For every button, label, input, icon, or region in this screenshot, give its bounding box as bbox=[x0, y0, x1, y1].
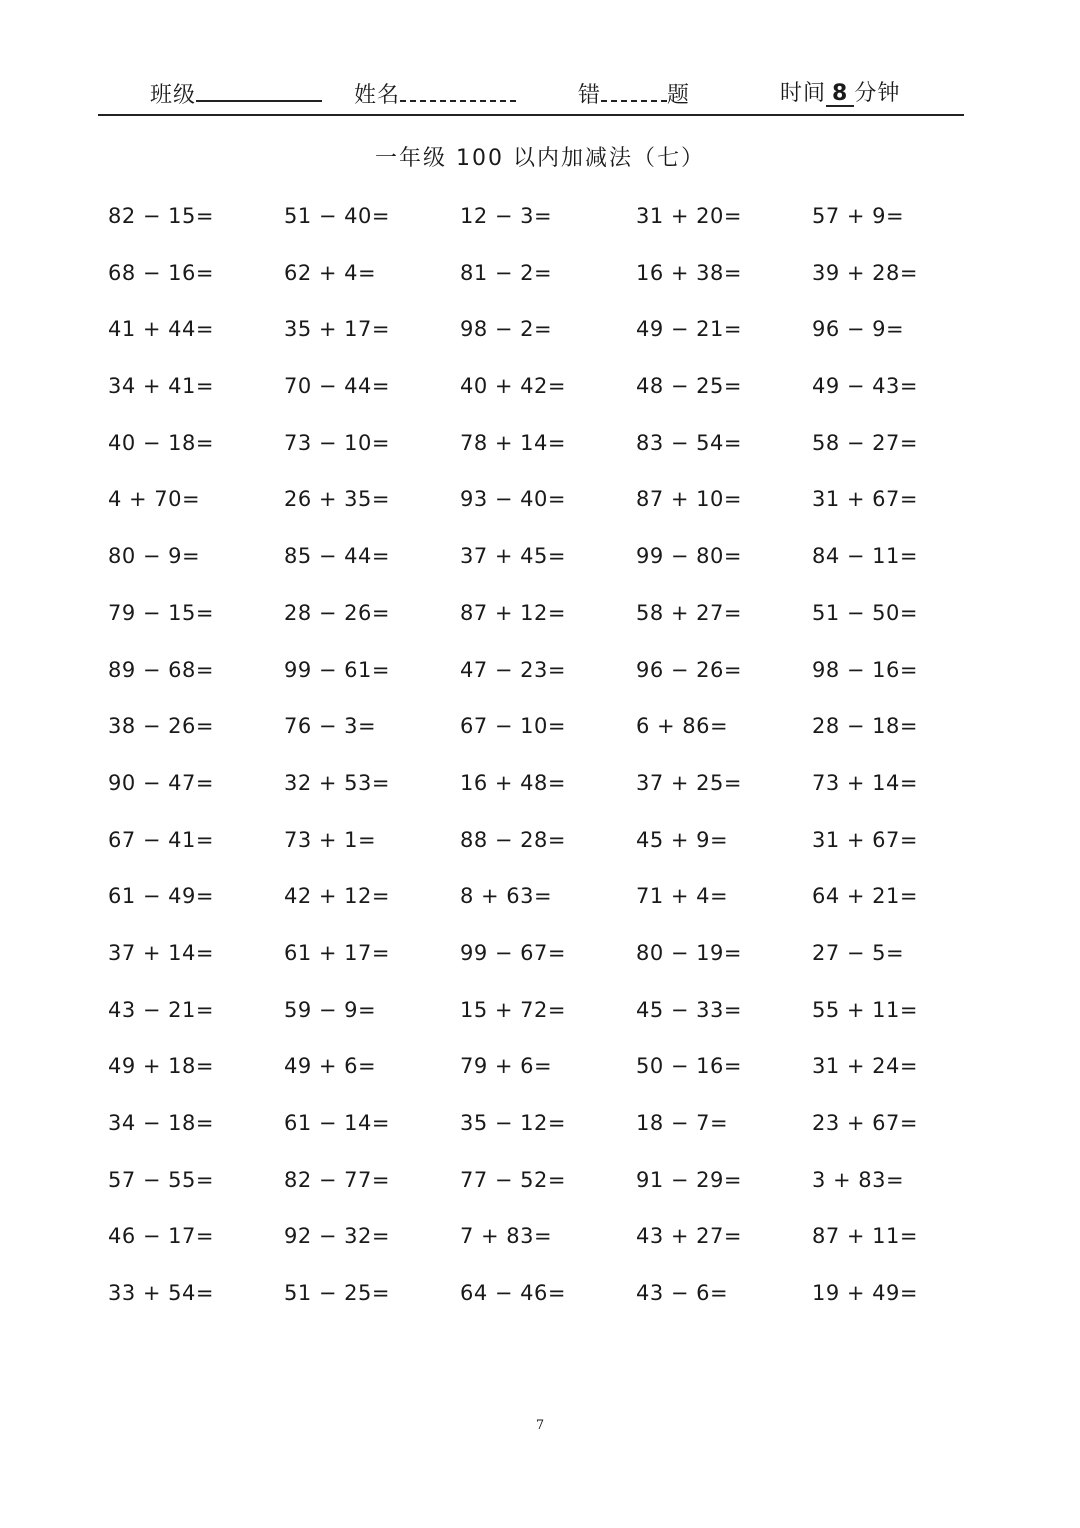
problem-item: 47 − 23= bbox=[460, 657, 566, 682]
problem-item: 85 − 44= bbox=[284, 544, 390, 569]
problem-item: 6 + 86= bbox=[636, 714, 729, 739]
problem-item: 79 + 6= bbox=[460, 1054, 553, 1079]
problem-row bbox=[108, 824, 988, 881]
problem-item: 35 + 17= bbox=[284, 317, 390, 342]
problem-item: 12 − 3= bbox=[460, 204, 553, 228]
problem-item: 92 − 32= bbox=[284, 1224, 390, 1249]
problem-item: 79 − 15= bbox=[108, 600, 214, 625]
wrong-suffix: 题 bbox=[667, 83, 691, 108]
problem-item: 34 − 18= bbox=[108, 1111, 214, 1135]
problem-item: 23 + 67= bbox=[812, 1111, 918, 1135]
problem-item: 71 + 4= bbox=[636, 884, 729, 909]
problem-item: 43 + 27= bbox=[636, 1224, 742, 1249]
problem-item: 51 − 25= bbox=[284, 1281, 390, 1306]
problem-row bbox=[108, 483, 988, 540]
problem-row bbox=[108, 994, 988, 1051]
problem-item: 43 − 21= bbox=[108, 997, 214, 1022]
time-label: 时间 bbox=[780, 81, 827, 106]
problem-item: 61 − 14= bbox=[284, 1111, 390, 1135]
problem-item: 31 + 67= bbox=[812, 487, 918, 512]
problem-item: 58 − 27= bbox=[812, 430, 918, 455]
problem-row bbox=[108, 1164, 988, 1221]
problem-item: 31 + 67= bbox=[812, 827, 918, 852]
problem-item: 61 − 49= bbox=[108, 884, 214, 909]
problem-row bbox=[108, 767, 988, 824]
problem-item: 76 − 3= bbox=[284, 714, 377, 739]
problem-item: 64 − 46= bbox=[460, 1281, 566, 1306]
problem-item: 99 − 61= bbox=[284, 657, 390, 682]
problem-row bbox=[108, 540, 988, 597]
problem-item: 77 − 52= bbox=[460, 1167, 566, 1192]
problem-item: 59 − 9= bbox=[284, 997, 377, 1022]
time-field bbox=[780, 80, 900, 108]
wrong-count-field bbox=[578, 80, 690, 110]
problem-item: 16 + 48= bbox=[460, 770, 566, 795]
problem-item: 49 − 21= bbox=[636, 317, 742, 342]
problem-item: 51 − 40= bbox=[284, 204, 390, 228]
page-number: 7 bbox=[535, 1418, 545, 1433]
problem-item: 45 + 9= bbox=[636, 827, 729, 852]
problem-item: 80 − 19= bbox=[636, 940, 742, 965]
problem-item: 51 − 50= bbox=[812, 600, 918, 625]
problem-item: 26 + 35= bbox=[284, 487, 390, 512]
problem-item: 57 + 9= bbox=[812, 204, 905, 228]
problem-item: 33 + 54= bbox=[108, 1281, 214, 1306]
class-field bbox=[150, 80, 322, 110]
problem-item: 96 − 9= bbox=[812, 317, 905, 342]
problem-row bbox=[108, 1277, 988, 1334]
name-label: 姓名 bbox=[354, 83, 401, 108]
problem-item: 87 + 10= bbox=[636, 487, 742, 512]
time-value: 8 bbox=[826, 83, 854, 107]
problem-item: 39 + 28= bbox=[812, 260, 918, 285]
problem-item: 32 + 53= bbox=[284, 770, 390, 795]
problem-item: 38 − 26= bbox=[108, 714, 214, 739]
problem-item: 87 + 12= bbox=[460, 600, 566, 625]
problem-item: 49 + 18= bbox=[108, 1054, 214, 1079]
problem-item: 67 − 41= bbox=[108, 827, 214, 852]
problem-item: 99 − 80= bbox=[636, 544, 742, 569]
problem-item: 80 − 9= bbox=[108, 544, 201, 569]
problem-item: 50 − 16= bbox=[636, 1054, 742, 1079]
problem-item: 31 + 24= bbox=[812, 1054, 918, 1079]
problem-item: 7 + 83= bbox=[460, 1224, 553, 1249]
name-field bbox=[354, 80, 516, 110]
problem-item: 57 − 55= bbox=[108, 1167, 214, 1192]
problem-row bbox=[108, 654, 988, 711]
problem-item: 40 − 18= bbox=[108, 430, 214, 455]
problem-item: 73 + 1= bbox=[284, 827, 377, 852]
problem-item: 34 + 41= bbox=[108, 374, 214, 399]
problem-item: 61 + 17= bbox=[284, 940, 390, 965]
problem-row bbox=[108, 597, 988, 654]
problem-item: 98 − 2= bbox=[460, 317, 553, 342]
problem-item: 28 − 18= bbox=[812, 714, 918, 739]
problem-item: 62 + 4= bbox=[284, 260, 377, 285]
problem-row bbox=[108, 1107, 988, 1164]
problem-item: 82 − 15= bbox=[108, 204, 214, 228]
problem-item: 82 − 77= bbox=[284, 1167, 390, 1192]
problem-item: 40 + 42= bbox=[460, 374, 566, 399]
problem-item: 78 + 14= bbox=[460, 430, 566, 455]
problem-item: 35 − 12= bbox=[460, 1111, 566, 1135]
problem-row bbox=[108, 313, 988, 370]
name-blank[interactable] bbox=[400, 80, 516, 102]
problem-item: 98 − 16= bbox=[812, 657, 918, 682]
problem-item: 27 − 5= bbox=[812, 940, 905, 965]
problem-item: 87 + 11= bbox=[812, 1224, 918, 1249]
problem-item: 90 − 47= bbox=[108, 770, 214, 795]
problem-row bbox=[108, 370, 988, 427]
problem-item: 49 + 6= bbox=[284, 1054, 377, 1079]
class-label: 班级 bbox=[150, 83, 197, 108]
problem-item: 45 − 33= bbox=[636, 997, 742, 1022]
problem-item: 96 − 26= bbox=[636, 657, 742, 682]
problem-item: 70 − 44= bbox=[284, 374, 390, 399]
problem-item: 8 + 63= bbox=[460, 884, 553, 909]
worksheet-header bbox=[98, 74, 964, 116]
problem-item: 46 − 17= bbox=[108, 1224, 214, 1249]
problem-item: 28 − 26= bbox=[284, 600, 390, 625]
problem-item: 16 + 38= bbox=[636, 260, 742, 285]
problem-item: 15 + 72= bbox=[460, 997, 566, 1022]
problem-item: 81 − 2= bbox=[460, 260, 553, 285]
problem-row bbox=[108, 200, 988, 257]
problem-row bbox=[108, 710, 988, 767]
problem-item: 48 − 25= bbox=[636, 374, 742, 399]
problem-item: 3 + 83= bbox=[812, 1167, 905, 1192]
problem-item: 19 + 49= bbox=[812, 1281, 918, 1306]
problem-item: 88 − 28= bbox=[460, 827, 566, 852]
problem-row bbox=[108, 427, 988, 484]
problem-row bbox=[108, 880, 988, 937]
problem-row bbox=[108, 257, 988, 314]
problem-item: 73 + 14= bbox=[812, 770, 918, 795]
problem-item: 89 − 68= bbox=[108, 657, 214, 682]
class-blank[interactable] bbox=[196, 80, 322, 102]
problem-item: 18 − 7= bbox=[636, 1111, 729, 1135]
wrong-count-blank[interactable] bbox=[601, 80, 667, 102]
problem-item: 84 − 11= bbox=[812, 544, 918, 569]
problem-row bbox=[108, 1050, 988, 1107]
problem-item: 4 + 70= bbox=[108, 487, 201, 512]
problem-item: 99 − 67= bbox=[460, 940, 566, 965]
worksheet-title: 一年级 100 以内加减法（七） bbox=[375, 146, 705, 171]
problem-item: 73 − 10= bbox=[284, 430, 390, 455]
problem-grid bbox=[108, 200, 988, 1334]
problem-item: 64 + 21= bbox=[812, 884, 918, 909]
problem-item: 37 + 45= bbox=[460, 544, 566, 569]
problem-item: 58 + 27= bbox=[636, 600, 742, 625]
problem-item: 91 − 29= bbox=[636, 1167, 742, 1192]
problem-item: 42 + 12= bbox=[284, 884, 390, 909]
problem-item: 49 − 43= bbox=[812, 374, 918, 399]
problem-row bbox=[108, 937, 988, 994]
problem-item: 68 − 16= bbox=[108, 260, 214, 285]
problem-item: 31 + 20= bbox=[636, 204, 742, 228]
problem-item: 93 − 40= bbox=[460, 487, 566, 512]
problem-item: 43 − 6= bbox=[636, 1281, 729, 1306]
problem-item: 83 − 54= bbox=[636, 430, 742, 455]
problem-item: 37 + 14= bbox=[108, 940, 214, 965]
wrong-label: 错 bbox=[578, 83, 602, 108]
time-unit: 分钟 bbox=[854, 81, 901, 106]
problem-item: 55 + 11= bbox=[812, 997, 918, 1022]
problem-row bbox=[108, 1220, 988, 1277]
problem-item: 41 + 44= bbox=[108, 317, 214, 342]
problem-item: 37 + 25= bbox=[636, 770, 742, 795]
problem-item: 67 − 10= bbox=[460, 714, 566, 739]
